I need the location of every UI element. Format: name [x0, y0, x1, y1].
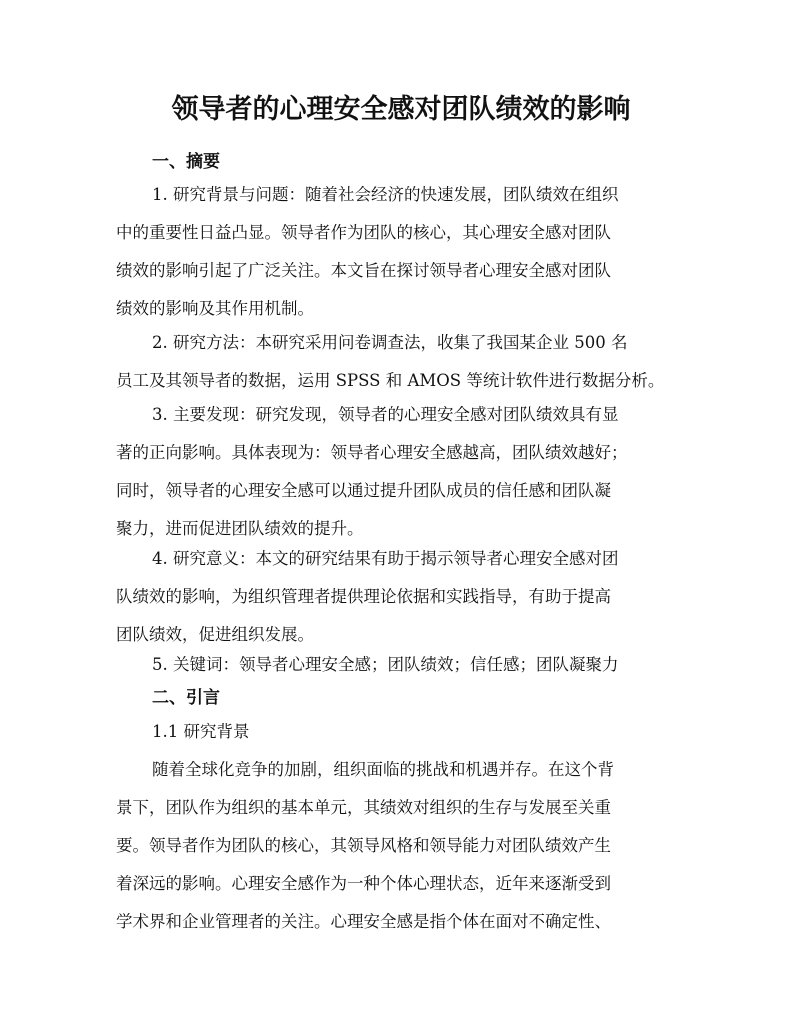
text-line: 随着全球化竞争的加剧，组织面临的挑战和机遇并存。在这个背: [152, 760, 614, 779]
text-line: 3. 主要发现：研究发现，领导者的心理安全感对团队绩效具有显: [152, 405, 619, 424]
abstract-heading: 一、摘要: [152, 152, 220, 172]
intro-heading: 二、引言: [152, 688, 220, 708]
subsection-heading: [116, 713, 686, 751]
abstract-item-3: [116, 396, 686, 548]
text-line: 着深远的影响。心理安全感作为一种个体心理状态，近年来逐渐受到: [116, 874, 611, 893]
text-line: 同时，领导者的心理安全感可以通过提升团队成员的信任感和团队凝: [116, 481, 611, 500]
text-line: 中的重要性日益凸显。领导者作为团队的核心，其心理安全感对团队: [116, 223, 611, 242]
intro-paragraph: [116, 751, 686, 941]
text-line: 团队绩效，促进组织发展。: [116, 625, 314, 644]
text-line: 1. 研究背景与问题：随着社会经济的快速发展，团队绩效在组织: [152, 185, 619, 204]
text-line: 1.1 研究背景: [152, 722, 250, 741]
text-line: 聚力，进而促进团队绩效的提升。: [116, 519, 364, 538]
text-line: 著的正向影响。具体表现为：领导者心理安全感越高，团队绩效越好；: [116, 443, 628, 462]
text-line: 员工及其领导者的数据，运用 SPSS 和 AMOS 等统计软件进行数据分析。: [116, 371, 665, 390]
text-line: 要。领导者作为团队的核心，其领导风格和领导能力对团队绩效产生: [116, 836, 611, 855]
document-title: 领导者的心理安全感对团队绩效的影响: [171, 94, 631, 125]
text-line: 2. 研究方法：本研究采用问卷调查法，收集了我国某企业 500 名: [152, 333, 628, 352]
text-line: 5. 关键词：领导者心理安全感；团队绩效；信任感；团队凝聚力: [152, 655, 619, 674]
text-line: 队绩效的影响，为组织管理者提供理论依据和实践指导，有助于提高: [116, 587, 611, 606]
text-line: 绩效的影响及其作用机制。: [116, 299, 314, 318]
abstract-item-5: [116, 646, 686, 684]
text-line: 学术界和企业管理者的关注。心理安全感是指个体在面对不确定性、: [116, 912, 611, 931]
abstract-item-2: [116, 324, 686, 400]
text-line: 4. 研究意义：本文的研究结果有助于揭示领导者心理安全感对团: [152, 549, 619, 568]
text-line: 景下，团队作为组织的基本单元，其绩效对组织的生存与发展至关重: [116, 798, 611, 817]
text-line: 绩效的影响引起了广泛关注。本文旨在探讨领导者心理安全感对团队: [116, 261, 611, 280]
abstract-item-4: [116, 540, 686, 654]
abstract-item-1: [116, 176, 686, 328]
